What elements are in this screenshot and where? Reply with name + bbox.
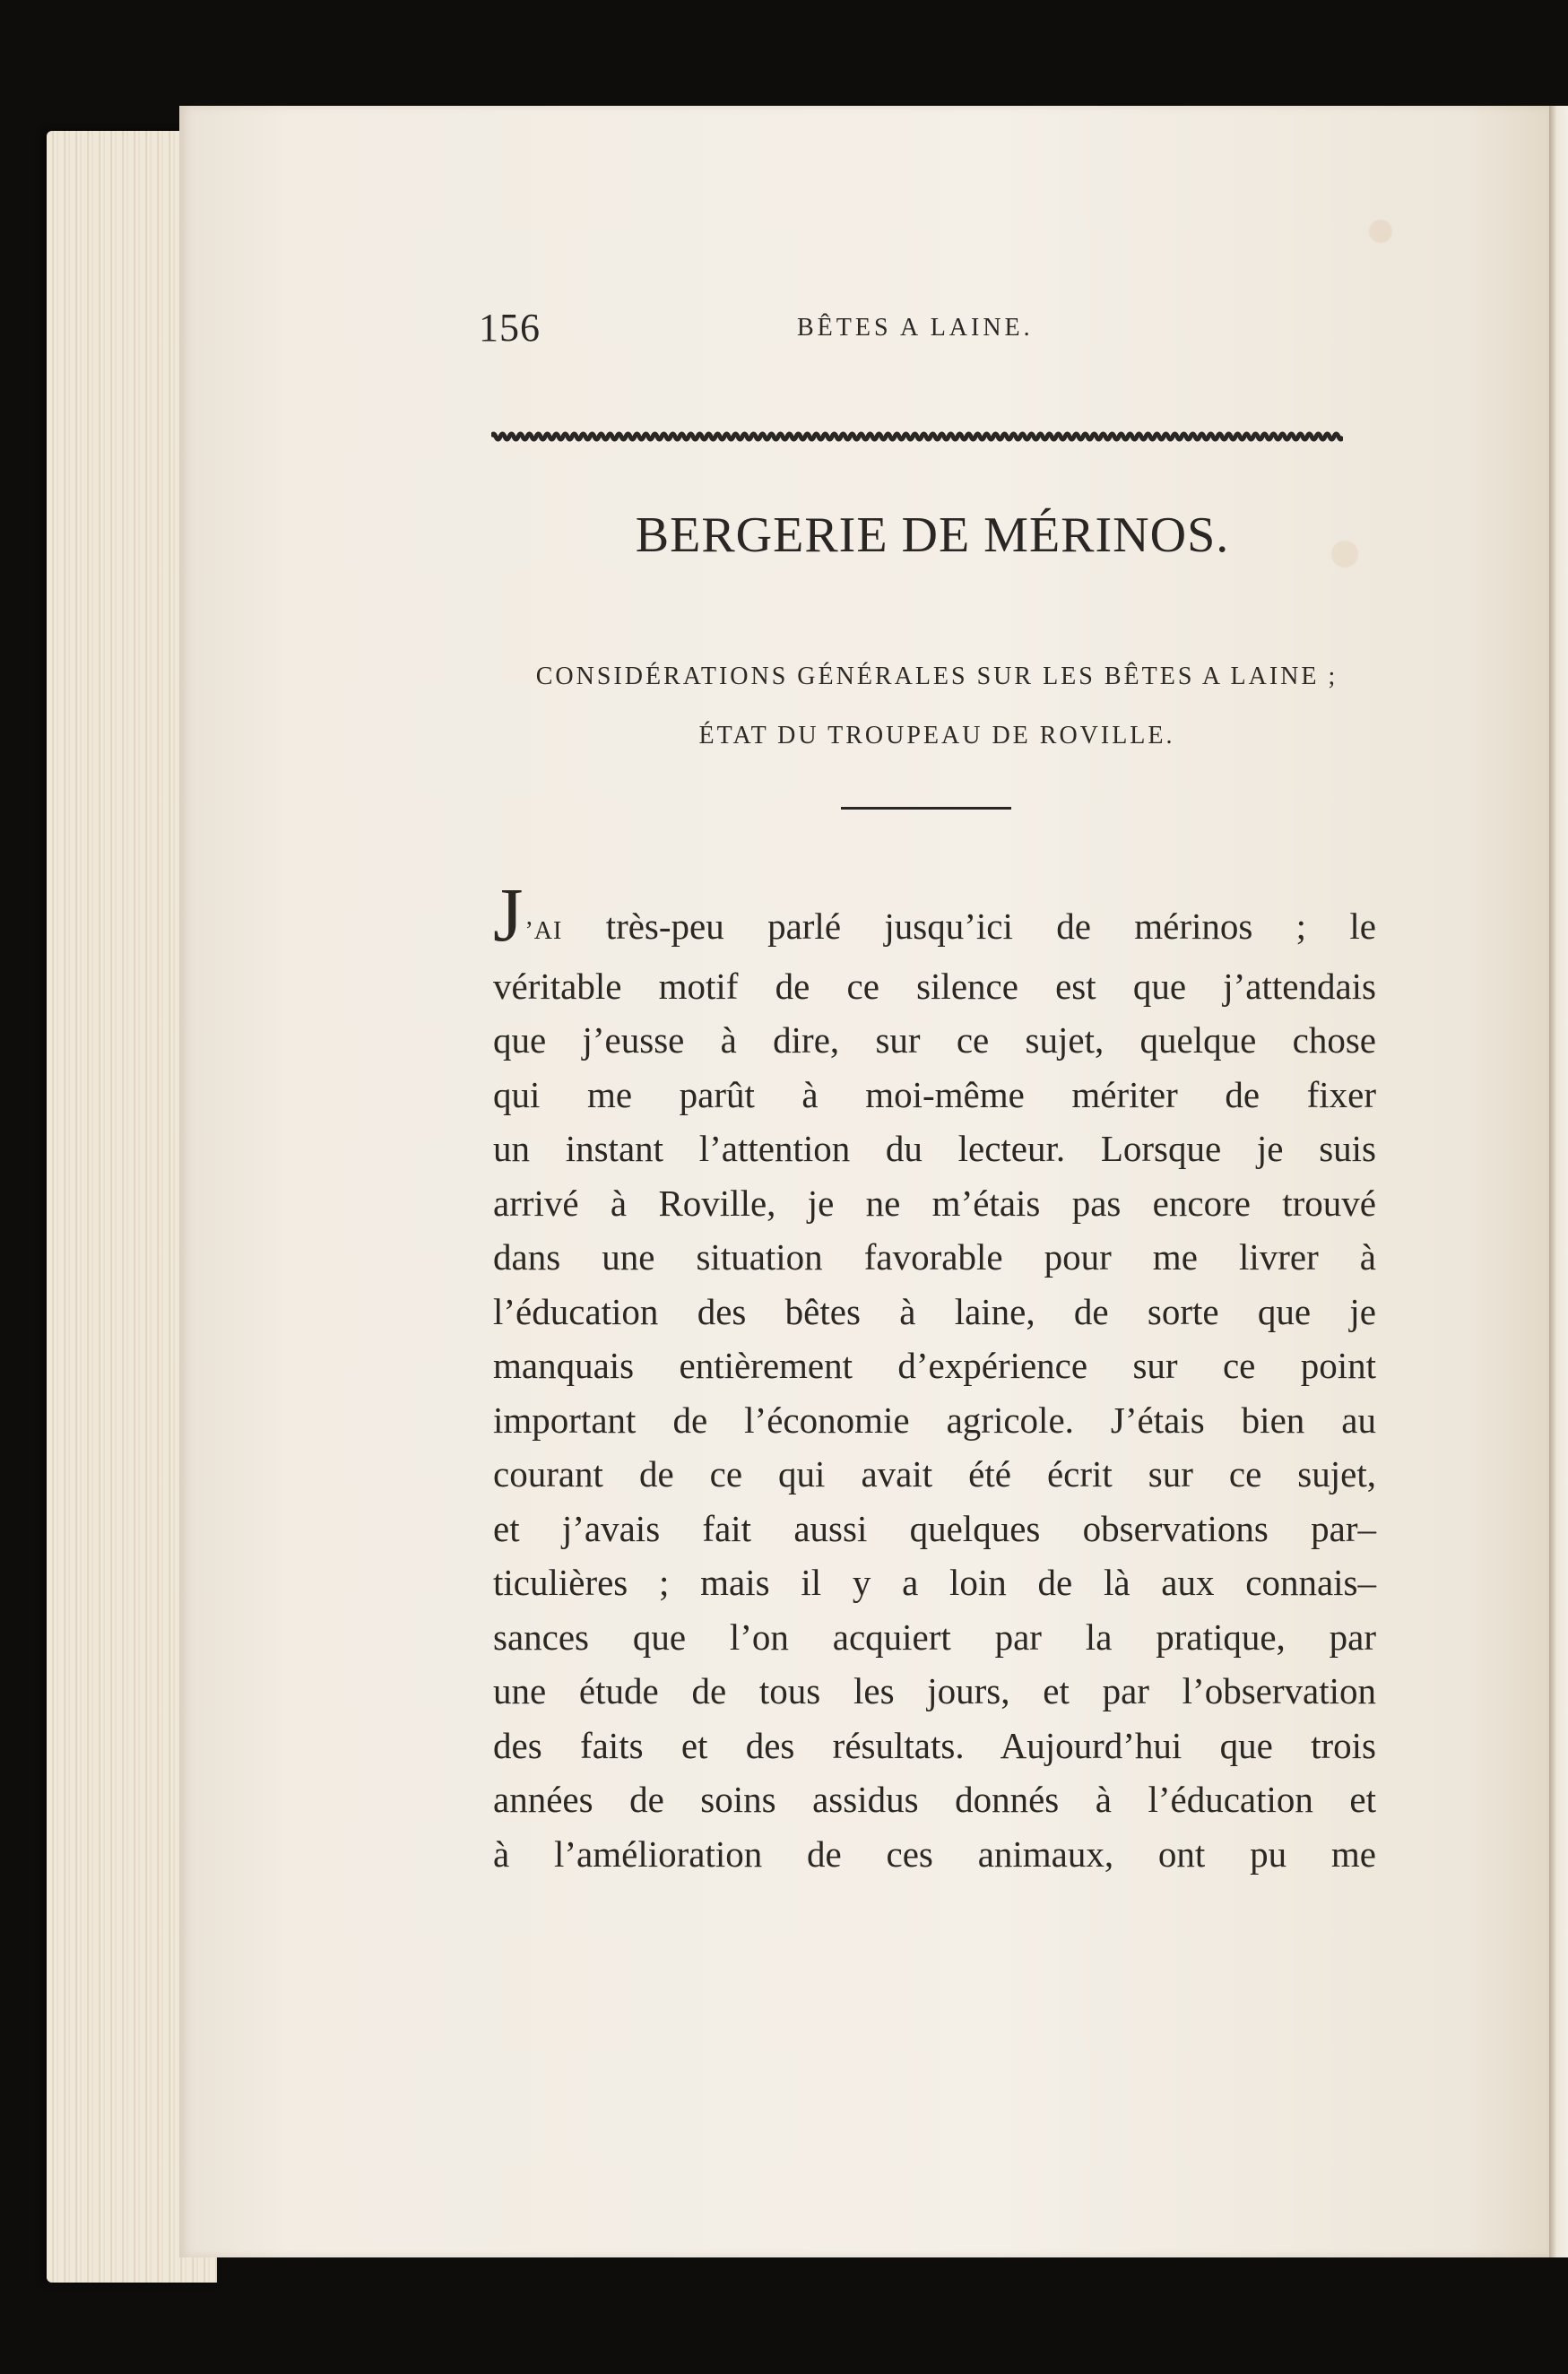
- text-line: dans une situation favorable pour me livrer à: [493, 1236, 1376, 1278]
- text-line: une étude de tous les jours, et par l’observation: [493, 1670, 1376, 1711]
- text-line: années de soins assidus donnés à l’éducation et: [493, 1779, 1376, 1820]
- text-line: important de l’économie agricole. J’étais bien au: [493, 1399, 1376, 1441]
- text-line: qui me parût à moi-même mériter de fixer: [493, 1073, 1376, 1115]
- text-line: véritable motif de ce silence est que j’attendais: [493, 965, 1376, 1007]
- body-text: [493, 871, 1376, 1881]
- text-line: courant de ce qui avait été écrit sur ce sujet,: [493, 1453, 1376, 1495]
- text-line: et j’avais fait aussi quelques observations par–: [493, 1507, 1376, 1549]
- text-line: manquais entièrement d’expérience sur ce point: [493, 1345, 1376, 1386]
- subtitle-line-2: ÉTAT DU TROUPEAU DE ROVILLE.: [698, 722, 1175, 749]
- text-line: que j’eusse à dire, sur ce sujet, quelque chose: [493, 1019, 1376, 1061]
- page-header: [479, 305, 1384, 359]
- text-line: à l’amélioration de ces animaux, ont pu me: [493, 1832, 1376, 1875]
- subtitle-line-1: CONSIDÉRATIONS GÉNÉRALES SUR LES BÊTES A LAINE ;: [535, 663, 1338, 690]
- chapter-title: BERGERIE DE MÉRINOS.: [635, 507, 1230, 563]
- chapter-subtitle: [484, 647, 1390, 766]
- text-line: ticulières ; mais il y a loin de là aux connais–: [493, 1562, 1376, 1603]
- text-line: [493, 871, 1376, 959]
- page-number: 156: [479, 306, 541, 350]
- drop-cap: J: [493, 871, 524, 957]
- text-line: des faits et des résultats. Aujourd’hui que trois: [493, 1724, 1376, 1766]
- text-line: sances que l’on acquiert par la pratique, par: [493, 1616, 1376, 1658]
- facing-page-edge: [1549, 106, 1568, 2257]
- text-line: un instant l’attention du lecteur. Lorsque je suis: [493, 1128, 1376, 1169]
- text-line: l’éducation des bêtes à laine, de sorte que je: [493, 1290, 1376, 1332]
- running-head: BÊTES A LAINE.: [797, 314, 1034, 342]
- text-line: arrivé à Roville, je ne m’étais pas encore trouvé: [493, 1182, 1376, 1224]
- ornamental-rule: [491, 430, 1343, 443]
- section-rule: [841, 807, 1011, 810]
- small-caps-text: ’AI: [524, 917, 563, 945]
- text-fragment: très-peu parlé jusqu’ici de mérinos ; le: [562, 905, 1376, 947]
